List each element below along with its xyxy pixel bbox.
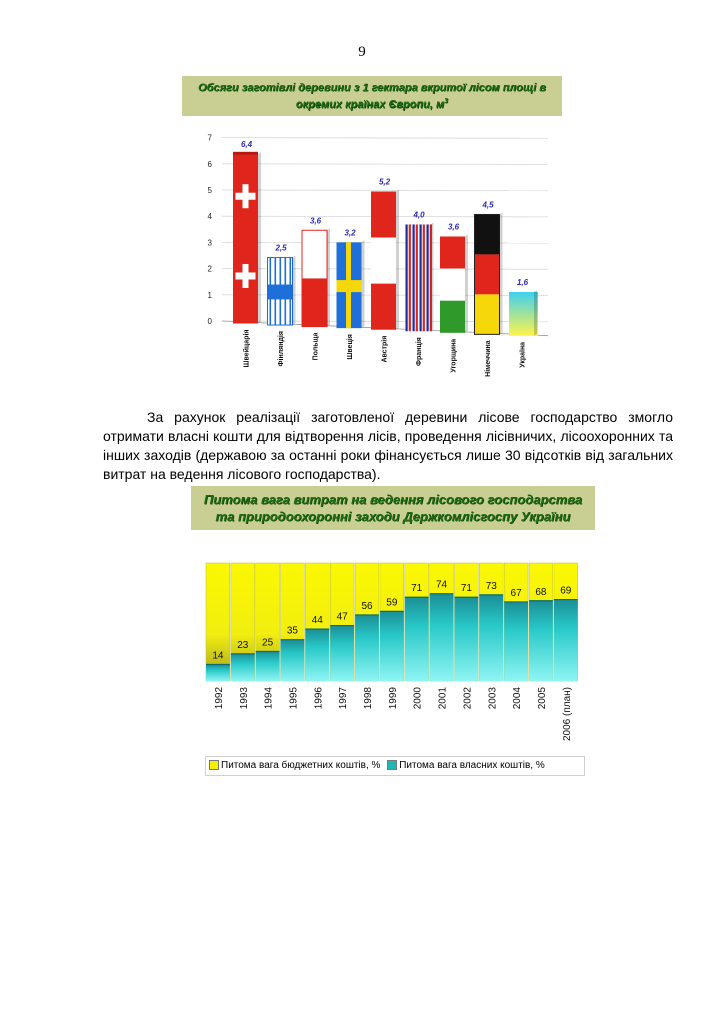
bar-budget-segment bbox=[206, 563, 230, 681]
bar-segment bbox=[440, 269, 465, 301]
bar-side bbox=[258, 152, 261, 324]
bar-Німеччина bbox=[475, 212, 503, 334]
category-label: 2000 bbox=[412, 687, 424, 710]
value-label: 69 bbox=[560, 585, 572, 597]
legend-swatch-own bbox=[387, 760, 397, 770]
bar-own-segment bbox=[405, 597, 429, 681]
bar-2002 bbox=[455, 563, 479, 681]
stripe-blue bbox=[420, 224, 422, 331]
bar-2006 (план) bbox=[554, 563, 578, 681]
bar-own-segment bbox=[330, 626, 354, 681]
category-label: 1996 bbox=[313, 687, 325, 710]
y-tick-label: 5 bbox=[207, 186, 212, 195]
stripe-blue bbox=[413, 224, 415, 331]
stripe-red bbox=[409, 224, 411, 331]
bar-own-segment bbox=[529, 601, 553, 681]
value-label: 3,6 bbox=[309, 216, 322, 226]
bar-1999 bbox=[380, 563, 404, 681]
bar-segment bbox=[371, 284, 396, 330]
bar-2004 bbox=[504, 563, 528, 681]
value-label: 4,0 bbox=[413, 210, 425, 220]
value-label: 71 bbox=[411, 583, 423, 595]
legend-swatch-budget bbox=[209, 760, 219, 770]
y-tick-label: 4 bbox=[207, 212, 212, 222]
body-paragraph: За рахунок реалізації заготовленої деревини лісове господарство змогло отримати власні кошти для відтворення лісів, проведення лісівничих, лісоохоронних та інших заходів (державою за останні роки фінансується лише 30 відсотків від загальних витрат на ведення лісового господарства). bbox=[103, 409, 673, 482]
forest-harvest-chart bbox=[200, 125, 560, 385]
chart2-title-line2: та природоохоронні заходи Держкомлісгоспу України bbox=[215, 509, 571, 524]
gridline bbox=[222, 190, 548, 191]
category-label: 2004 bbox=[512, 687, 524, 710]
category-label: Польща bbox=[312, 332, 320, 361]
legend-label-budget: Питома вага бюджетних коштів, % bbox=[221, 760, 381, 771]
value-label: 2,5 bbox=[275, 243, 287, 253]
stripe-vertical bbox=[275, 258, 277, 326]
bar-1998 bbox=[355, 563, 379, 681]
bar-Австрія bbox=[371, 189, 399, 329]
bar-Швеція bbox=[337, 240, 365, 328]
gridline bbox=[222, 138, 548, 139]
bar-own-segment bbox=[281, 640, 305, 681]
bar-Польща bbox=[302, 228, 330, 326]
chart1-title-line2: окремих країнах Європи, м bbox=[295, 98, 445, 111]
category-label: Україна bbox=[519, 341, 527, 368]
category-label: Угорщина bbox=[450, 338, 458, 373]
category-label: Швеція bbox=[347, 334, 354, 360]
bar-side bbox=[465, 234, 468, 332]
category-label: 2006 (план) bbox=[561, 687, 573, 742]
bar-1994 bbox=[256, 563, 280, 681]
bar-segment bbox=[475, 214, 500, 254]
bar-segment bbox=[475, 294, 500, 334]
category-label: 1999 bbox=[387, 687, 399, 710]
category-label: 2005 bbox=[536, 687, 548, 710]
bar-segment bbox=[233, 154, 258, 324]
bar-1992 bbox=[206, 563, 230, 681]
value-label: 6,4 bbox=[240, 139, 253, 149]
value-label: 23 bbox=[237, 639, 249, 651]
value-label: 56 bbox=[361, 600, 373, 612]
bar-own-segment bbox=[231, 654, 255, 681]
y-tick-label: 6 bbox=[207, 159, 212, 169]
stripe-vertical bbox=[270, 258, 272, 326]
chart2-title bbox=[191, 486, 595, 530]
bar-own-segment bbox=[479, 595, 503, 681]
category-label: Німеччина bbox=[485, 340, 492, 377]
legend-label-own: Питома вага власних коштів, % bbox=[399, 760, 545, 771]
category-label: 1992 bbox=[213, 687, 225, 710]
value-label: 73 bbox=[485, 580, 497, 592]
value-label: 67 bbox=[510, 587, 522, 599]
bar-side bbox=[293, 256, 296, 325]
category-label: 2003 bbox=[487, 687, 499, 710]
page-number: 9 bbox=[358, 44, 366, 60]
stripe-vertical bbox=[346, 242, 351, 328]
value-label: 3,2 bbox=[344, 228, 356, 238]
bar-segment bbox=[302, 278, 327, 326]
value-label: 5,2 bbox=[378, 177, 391, 187]
value-label: 3,6 bbox=[447, 222, 460, 232]
y-tick-label: 3 bbox=[207, 238, 212, 248]
stripe-vertical bbox=[290, 258, 292, 326]
bar-own-segment bbox=[206, 664, 230, 681]
bar-side bbox=[327, 228, 330, 326]
bar-segment bbox=[302, 230, 327, 278]
bar-2005 bbox=[529, 563, 553, 681]
chart1-title bbox=[182, 76, 562, 116]
category-label: Фінляндія bbox=[278, 331, 285, 367]
y-tick-label: 7 bbox=[207, 133, 212, 143]
category-label: 2001 bbox=[437, 687, 449, 710]
stripe-red bbox=[423, 224, 425, 331]
value-label: 59 bbox=[386, 597, 398, 609]
stripe-blue bbox=[406, 224, 408, 331]
bar-own-segment bbox=[504, 602, 528, 681]
value-label: 71 bbox=[460, 583, 472, 595]
chart1-title-line1: Обсяги заготівлі деревини з 1 гектара вкритої лісом площі в bbox=[198, 82, 546, 94]
value-label: 47 bbox=[336, 611, 348, 623]
y-tick-label: 1 bbox=[207, 290, 212, 300]
gridline bbox=[222, 164, 548, 165]
bar-Швейцарія bbox=[233, 152, 261, 324]
category-label: 1998 bbox=[363, 687, 374, 710]
bar-own-segment bbox=[455, 597, 479, 681]
bar-side bbox=[396, 189, 399, 329]
bar-1993 bbox=[231, 563, 255, 681]
value-label: 74 bbox=[435, 579, 448, 591]
stripe-vertical bbox=[285, 258, 287, 326]
stripe-blue bbox=[427, 224, 429, 331]
bar-segment bbox=[440, 236, 465, 268]
value-label: 35 bbox=[286, 625, 299, 637]
bar-side bbox=[534, 290, 537, 336]
category-label: 1994 bbox=[263, 687, 275, 710]
bar-side bbox=[431, 222, 434, 331]
category-label: Австрія bbox=[381, 335, 389, 363]
bar-side bbox=[500, 212, 503, 334]
category-label: 1997 bbox=[338, 687, 350, 710]
bar-segment bbox=[371, 191, 396, 237]
bar-top bbox=[233, 152, 258, 155]
bar-2000 bbox=[405, 563, 429, 681]
expense-share-chart bbox=[200, 556, 590, 752]
value-label: 25 bbox=[262, 637, 274, 649]
bar-Угорщина bbox=[440, 234, 468, 332]
y-tick-label: 2 bbox=[207, 264, 212, 274]
bar-segment bbox=[509, 292, 538, 336]
value-label: 4,5 bbox=[482, 200, 494, 210]
bar-Україна bbox=[509, 290, 538, 336]
value-label: 14 bbox=[212, 650, 224, 662]
stripe-red bbox=[416, 224, 418, 331]
bar-Фінляндія bbox=[268, 256, 296, 325]
bar-side bbox=[362, 240, 365, 328]
bar-own-segment bbox=[380, 611, 404, 681]
category-label: 1993 bbox=[238, 687, 250, 710]
category-label: 2002 bbox=[462, 687, 474, 710]
bar-segment bbox=[475, 254, 500, 294]
value-label: 68 bbox=[535, 586, 547, 598]
chart1-title-sup: 3 bbox=[444, 98, 449, 105]
value-label: 1,6 bbox=[516, 277, 529, 287]
cross-horizontal bbox=[236, 193, 256, 200]
bar-own-segment bbox=[305, 629, 329, 681]
category-label: Франція bbox=[416, 337, 423, 366]
category-label: 1995 bbox=[288, 687, 300, 710]
bar-own-segment bbox=[430, 594, 454, 681]
cross-horizontal bbox=[236, 272, 256, 279]
bar-own-segment bbox=[554, 600, 578, 681]
bar-segment bbox=[440, 301, 465, 333]
bar-Франція bbox=[406, 222, 434, 331]
stripe-vertical bbox=[280, 258, 282, 326]
chart2-legend bbox=[205, 756, 585, 776]
bar-own-segment bbox=[256, 652, 280, 682]
y-tick-label: 0 bbox=[207, 317, 212, 326]
bar-segment bbox=[371, 238, 396, 284]
category-label: Швейцарія bbox=[243, 329, 251, 368]
bar-own-segment bbox=[355, 615, 379, 681]
bar-1995 bbox=[281, 563, 305, 681]
chart2-title-line1: Питома вага витрат на ведення лісового господарства bbox=[203, 492, 583, 507]
value-label: 44 bbox=[311, 615, 323, 627]
